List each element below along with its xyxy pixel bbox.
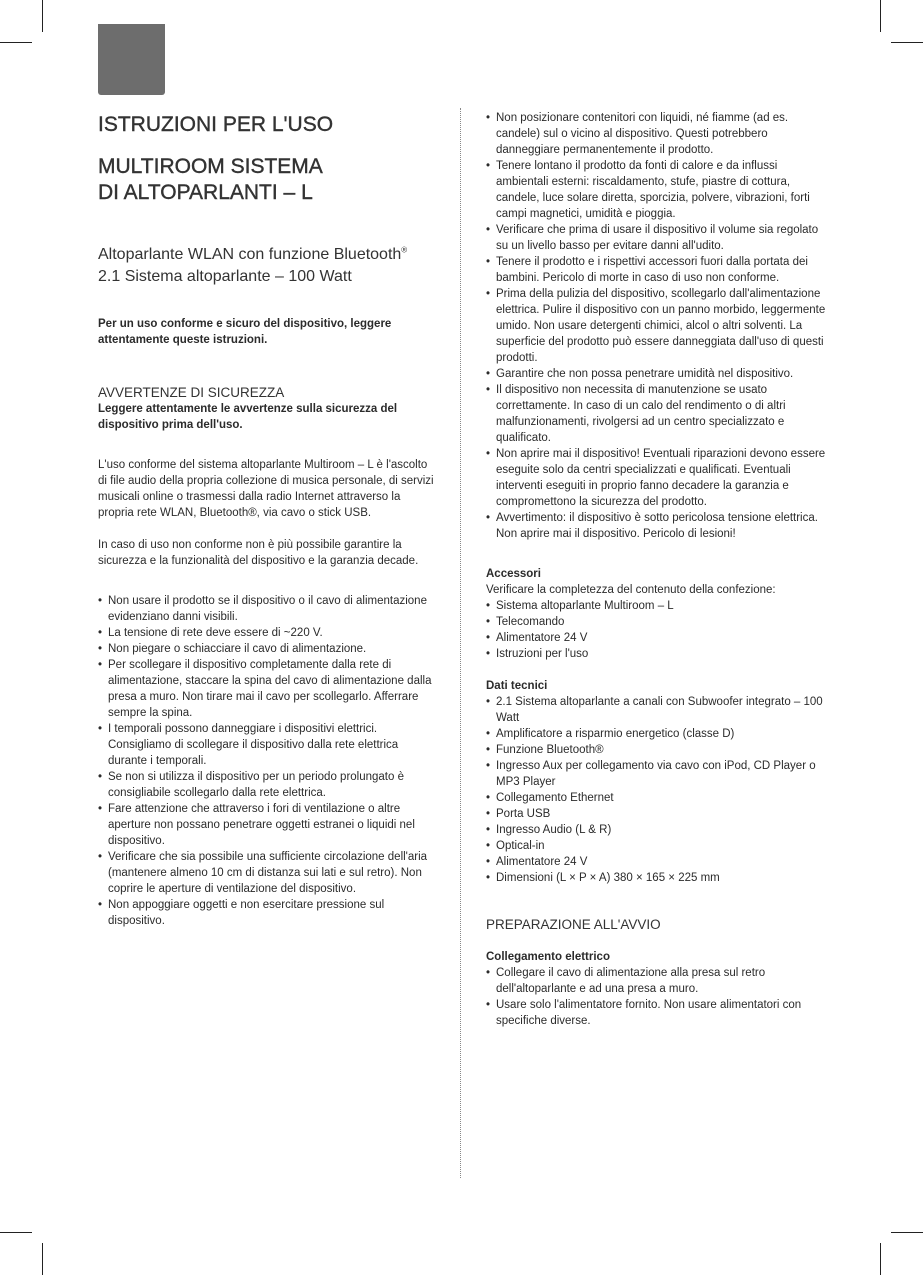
- list-item: • Dimensioni (L × P × A) 380 × 165 × 225 mm: [486, 870, 831, 886]
- crop-mark-top-right: [880, 0, 881, 32]
- safety-list-left: [98, 593, 438, 929]
- list-item: • Ingresso Audio (L & R): [486, 822, 831, 838]
- list-item: • Verificare che sia possibile una sufficiente circolazione dell'aria (mantenere almeno 10 cm di distanza sui lati e sul retro). Non coprire le aperture di ventilazione del dispositivo.: [98, 849, 438, 897]
- right-column: [486, 110, 831, 1029]
- setup-section: [486, 916, 831, 1029]
- list-item: • Avvertimento: il dispositivo è sotto pericolosa tensione elettrica. Non aprire mai il dispositivo. Pericolo di lesioni!: [486, 510, 831, 542]
- safety-lead: Leggere attentamente le avvertenze sulla sicurezza del dispositivo prima dell'uso.: [98, 403, 398, 431]
- list-item: • Non appoggiare oggetti e non esercitare pressione sul dispositivo.: [98, 897, 438, 929]
- list-item: • Amplificatore a risparmio energetico (classe D): [486, 726, 831, 742]
- list-item: • Se non si utilizza il dispositivo per un periodo prolungato è consigliabile scollegarlo dalla rete elettrica.: [98, 769, 438, 801]
- accessories-section: [486, 566, 831, 662]
- accessories-list: [486, 598, 831, 662]
- list-item: • Non posizionare contenitori con liquidi, né fiamme (ad es. candele) sul o vicino al dispositivo. Questi potrebbero danneggiare permanentemente il prodotto.: [486, 110, 831, 158]
- list-item: • Porta USB: [486, 806, 831, 822]
- crop-mark-top-right-h: [891, 42, 923, 43]
- specs-section: [486, 678, 831, 886]
- list-item: • 2.1 Sistema altoparlante a canali con Subwoofer integrato – 100 Watt: [486, 694, 831, 726]
- crop-mark-bottom-left: [42, 1243, 43, 1275]
- list-item: • Alimentatore 24 V: [486, 854, 831, 870]
- page-title: ISTRUZIONI PER L'USO: [98, 113, 334, 136]
- list-item: • La tensione di rete deve essere di ~220 V.: [98, 625, 438, 641]
- specs-title: Dati tecnici: [486, 680, 548, 692]
- list-item: • Sistema altoparlante Multiroom – L: [486, 598, 831, 614]
- list-item: • Usare solo l'alimentatore fornito. Non usare alimentatori con specifiche diverse.: [486, 997, 831, 1029]
- safety-paragraph-2: In caso di uso non conforme non è più possibile garantire la sicurezza e la funzionalità del dispositivo e la garanzia decade.: [98, 539, 419, 567]
- list-item: • Optical-in: [486, 838, 831, 854]
- list-item: • Tenere lontano il prodotto da fonti di calore e da influssi ambientali esterni: riscaldamento, stufe, piastre di cottura, candele, luce solare diretta, sporcizia, polvere, vibrazioni, forti campi magnetici, umidità e pioggia.: [486, 158, 831, 222]
- list-item: • Funzione Bluetooth®: [486, 742, 831, 758]
- subtitle-line2: 2.1 Sistema altoparlante – 100 Watt: [98, 268, 352, 285]
- list-item: • Non aprire mai il dispositivo! Eventuali riparazioni devono essere eseguite solo da centri specializzati e qualificati. Eventuali interventi eseguiti in proprio fanno decadere la garanzia e compromettono la sicurezza del prodotto.: [486, 446, 831, 510]
- accessories-title: Accessori: [486, 568, 541, 580]
- list-item: • Il dispositivo non necessita di manutenzione se usato correttamente. In caso di un calo del rendimento o di altri malfunzionamenti, rivolgersi ad un centro specializzato e qualificato.: [486, 382, 831, 446]
- safety-list-right: [486, 110, 831, 542]
- setup-subtitle: Collegamento elettrico: [486, 951, 610, 963]
- list-item: • Collegare il cavo di alimentazione alla presa sul retro dell'altoparlante e ad una presa a muro.: [486, 965, 831, 997]
- setup-title: PREPARAZIONE ALL'AVVIO: [486, 917, 661, 932]
- list-item: • Collegamento Ethernet: [486, 790, 831, 806]
- list-item: • Garantire che non possa penetrare umidità nel dispositivo.: [486, 366, 831, 382]
- intro-text: Per un uso conforme e sicuro del dispositivo, leggere attentamente queste istruzioni.: [98, 318, 392, 346]
- list-item: • I temporali possono danneggiare i dispositivi elettrici. Consigliamo di scollegare il dispositivo dalla rete elettrica durante i temporali.: [98, 721, 438, 769]
- list-item: • Ingresso Aux per collegamento via cavo con iPod, CD Player o MP3 Player: [486, 758, 831, 790]
- list-item: • Non usare il prodotto se il dispositivo o il cavo di alimentazione evidenziano danni visibili.: [98, 593, 438, 625]
- safety-paragraph-1: L'uso conforme del sistema altoparlante Multiroom – L è l'ascolto di file audio della propria collezione di musica personale, di servizi musicali online o trasmessi dalla radio Internet attraverso la propria rete WLAN, Bluetooth®, via cavo o stick USB.: [98, 459, 434, 519]
- list-item: • Per scollegare il dispositivo completamente dalla rete di alimentazione, staccare la spina del cavo di alimentazione dalla presa a muro. Non tirare mai il cavo per scollegarlo. Afferrare sempre la spina.: [98, 657, 438, 721]
- safety-title: AVVERTENZE DI SICUREZZA: [98, 385, 285, 400]
- registered-mark: ®: [401, 245, 408, 255]
- page-tab-marker: [98, 24, 165, 95]
- specs-list: [486, 694, 831, 886]
- subtitle-line1: Altoparlante WLAN con funzione Bluetooth: [98, 246, 402, 263]
- accessories-lead: Verificare la completezza del contenuto della confezione:: [486, 584, 776, 596]
- list-item: • Alimentatore 24 V: [486, 630, 831, 646]
- list-item: • Tenere il prodotto e i rispettivi accessori fuori dalla portata dei bambini. Pericolo di morte in caso di uso non conforme.: [486, 254, 831, 286]
- crop-mark-bottom-right: [880, 1243, 881, 1275]
- column-divider: [460, 108, 461, 1178]
- left-column: [98, 110, 438, 929]
- product-subtitle: [98, 244, 438, 288]
- list-item: • Telecomando: [486, 614, 831, 630]
- safety-section: [98, 384, 438, 929]
- list-item: • Fare attenzione che attraverso i fori di ventilazione o altre aperture non possano penetrare oggetti estranei o liquidi nel dispositivo.: [98, 801, 438, 849]
- crop-mark-bottom-right-h: [891, 1232, 923, 1233]
- crop-mark-top-left: [42, 0, 43, 32]
- list-item: • Non piegare o schiacciare il cavo di alimentazione.: [98, 641, 438, 657]
- list-item: • Istruzioni per l'uso: [486, 646, 831, 662]
- crop-mark-bottom-left-h: [0, 1232, 32, 1233]
- setup-list: [486, 965, 831, 1029]
- crop-mark-top-left-h: [0, 42, 32, 43]
- product-name: MULTIROOM SISTEMA DI ALTOPARLANTI – L: [98, 155, 323, 204]
- list-item: • Prima della pulizia del dispositivo, scollegarlo dall'alimentazione elettrica. Pulire il dispositivo con un panno morbido, leggermente umido. Non usare detergenti chimici, alcol o altri solventi. La superficie del prodotto può essere danneggiata dall'uso di questi prodotti.: [486, 286, 831, 366]
- list-item: • Verificare che prima di usare il dispositivo il volume sia regolato su un livello basso per evitare danni all'udito.: [486, 222, 831, 254]
